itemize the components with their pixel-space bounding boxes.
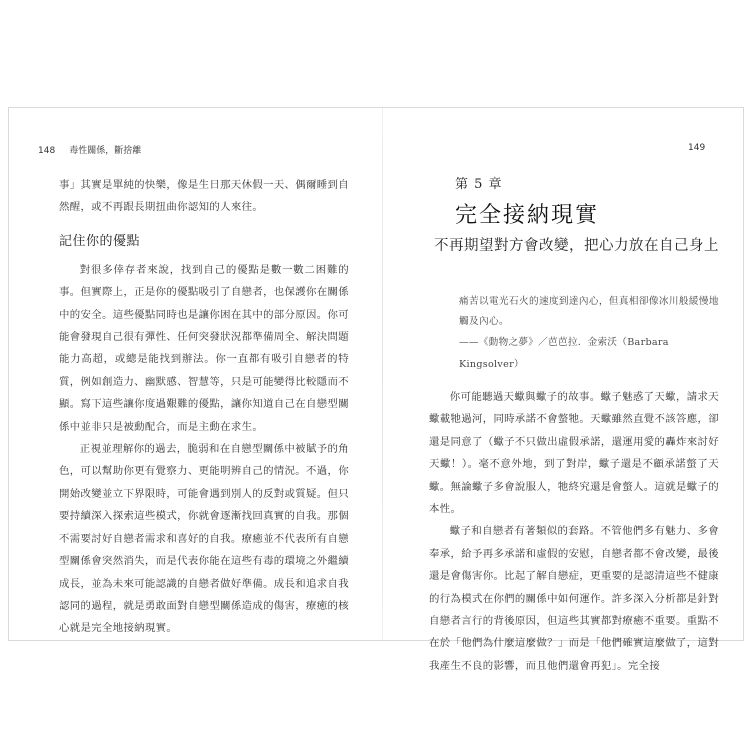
section-heading: 記住你的優點 [59, 233, 141, 249]
left-paragraph-2: 正視並理解你的過去，脆弱和在自戀型關係中被賦予的角色，可以幫助你更有覺察力、更能明辨自己的情況。不過，你開始改變並立下界限時，可能會遇到別人的反對或質疑。但只要持續深入探索這些模式，你就會逐漸找回真實的自我。那個不需要討好自戀者需求和喜好的自我。療癒並不代表所有自戀型關係會突然消失，而是代表你能在這些有毒的環境之外繼續成長，並為未來可能認識的自戀者做好準備。成長和追求自我認同的過程，就是勇敢面對自戀型關係造成的傷害，療癒的核心就是完全地接納現實。 [59, 443, 349, 635]
running-title: 毒性關係，斷捨離 [69, 146, 142, 156]
left-page-body [59, 174, 349, 640]
right-page-number: 149 [688, 143, 706, 153]
chapter-title: 完全接納現實 [455, 203, 600, 228]
book-spread [8, 107, 744, 672]
page-gutter [382, 108, 383, 640]
right-page-text [429, 386, 719, 677]
right-paragraph-2: 蠍子和自戀者有著類似的套路。不管他們多有魅力、多會奉承，給予再多承諾和虛假的安慰，自戀者都不會改變，最後還是會傷害你。比起了解自戀症，更重要的是認清這些不健康的行為模式在你們的關係中如何運作。許多深入分析都是針對自戀者言行的背後原因，但這些其實都對療癒不重要。重點不在於「他們為什麼這麼做？」而是「他們確實這麼做了，這對我產生不良的影響，而且他們還會再犯」。完全接 [429, 525, 719, 672]
chapter-subtitle: 不再期望對方會改變，把心力放在自己身上 [434, 238, 719, 254]
left-page-number: 148 [38, 146, 56, 156]
right-paragraph-1: 你可能聽過天蠍與蠍子的故事。蠍子魅惑了天蠍，請求天蠍載牠過河，同時承諾不會螫牠。天蠍雖然直覺不該答應，卻還是同意了（蠍子不只做出虛假承諾，還運用愛的轟炸來討好天蠍！）。毫不意外地，到了對岸，蠍子還是不顧承諾螫了天蠍。無論蠍子多會說服人，牠終究還是會螫人。這就是蠍子的本性。 [429, 391, 719, 516]
right-page-body [429, 174, 719, 677]
epigraph-source: ——《動物之夢》／芭芭拉．金索沃（Barbara Kingsolver） [459, 337, 669, 370]
left-opening-paragraph: 事」其實是單純的快樂，像是生日那天休假一天、偶爾睡到自然醒，或不再跟長期扭曲你認知的人來往。 [59, 179, 349, 214]
epigraph: 痛苦以電光石火的速度到達內心，但真相卻像冰川般緩慢地觸及內心。 [459, 296, 719, 327]
left-running-head [38, 143, 155, 156]
chapter-number: 第 5 章 [455, 177, 503, 192]
left-paragraph-1: 對很多倖存者來說，找到自己的優點是數一數二困難的事。但實際上，正是你的優點吸引了自戀者，也保護你在關係中的安全。這些優點同時也是讓你困在其中的部分原因。你可能會發現自己很有彈性、任何突發狀況都準備周全、解決問題能力高超，或總是能找到辦法。你一直都有吸引自戀者的特質，例如創造力、幽默感、智慧等，只是可能變得比較隱而不顯。寫下這些讓你度過艱難的優點，讓你知道自己在自戀型關係中並非只是被動配合，而是主動在求生。 [59, 263, 349, 433]
